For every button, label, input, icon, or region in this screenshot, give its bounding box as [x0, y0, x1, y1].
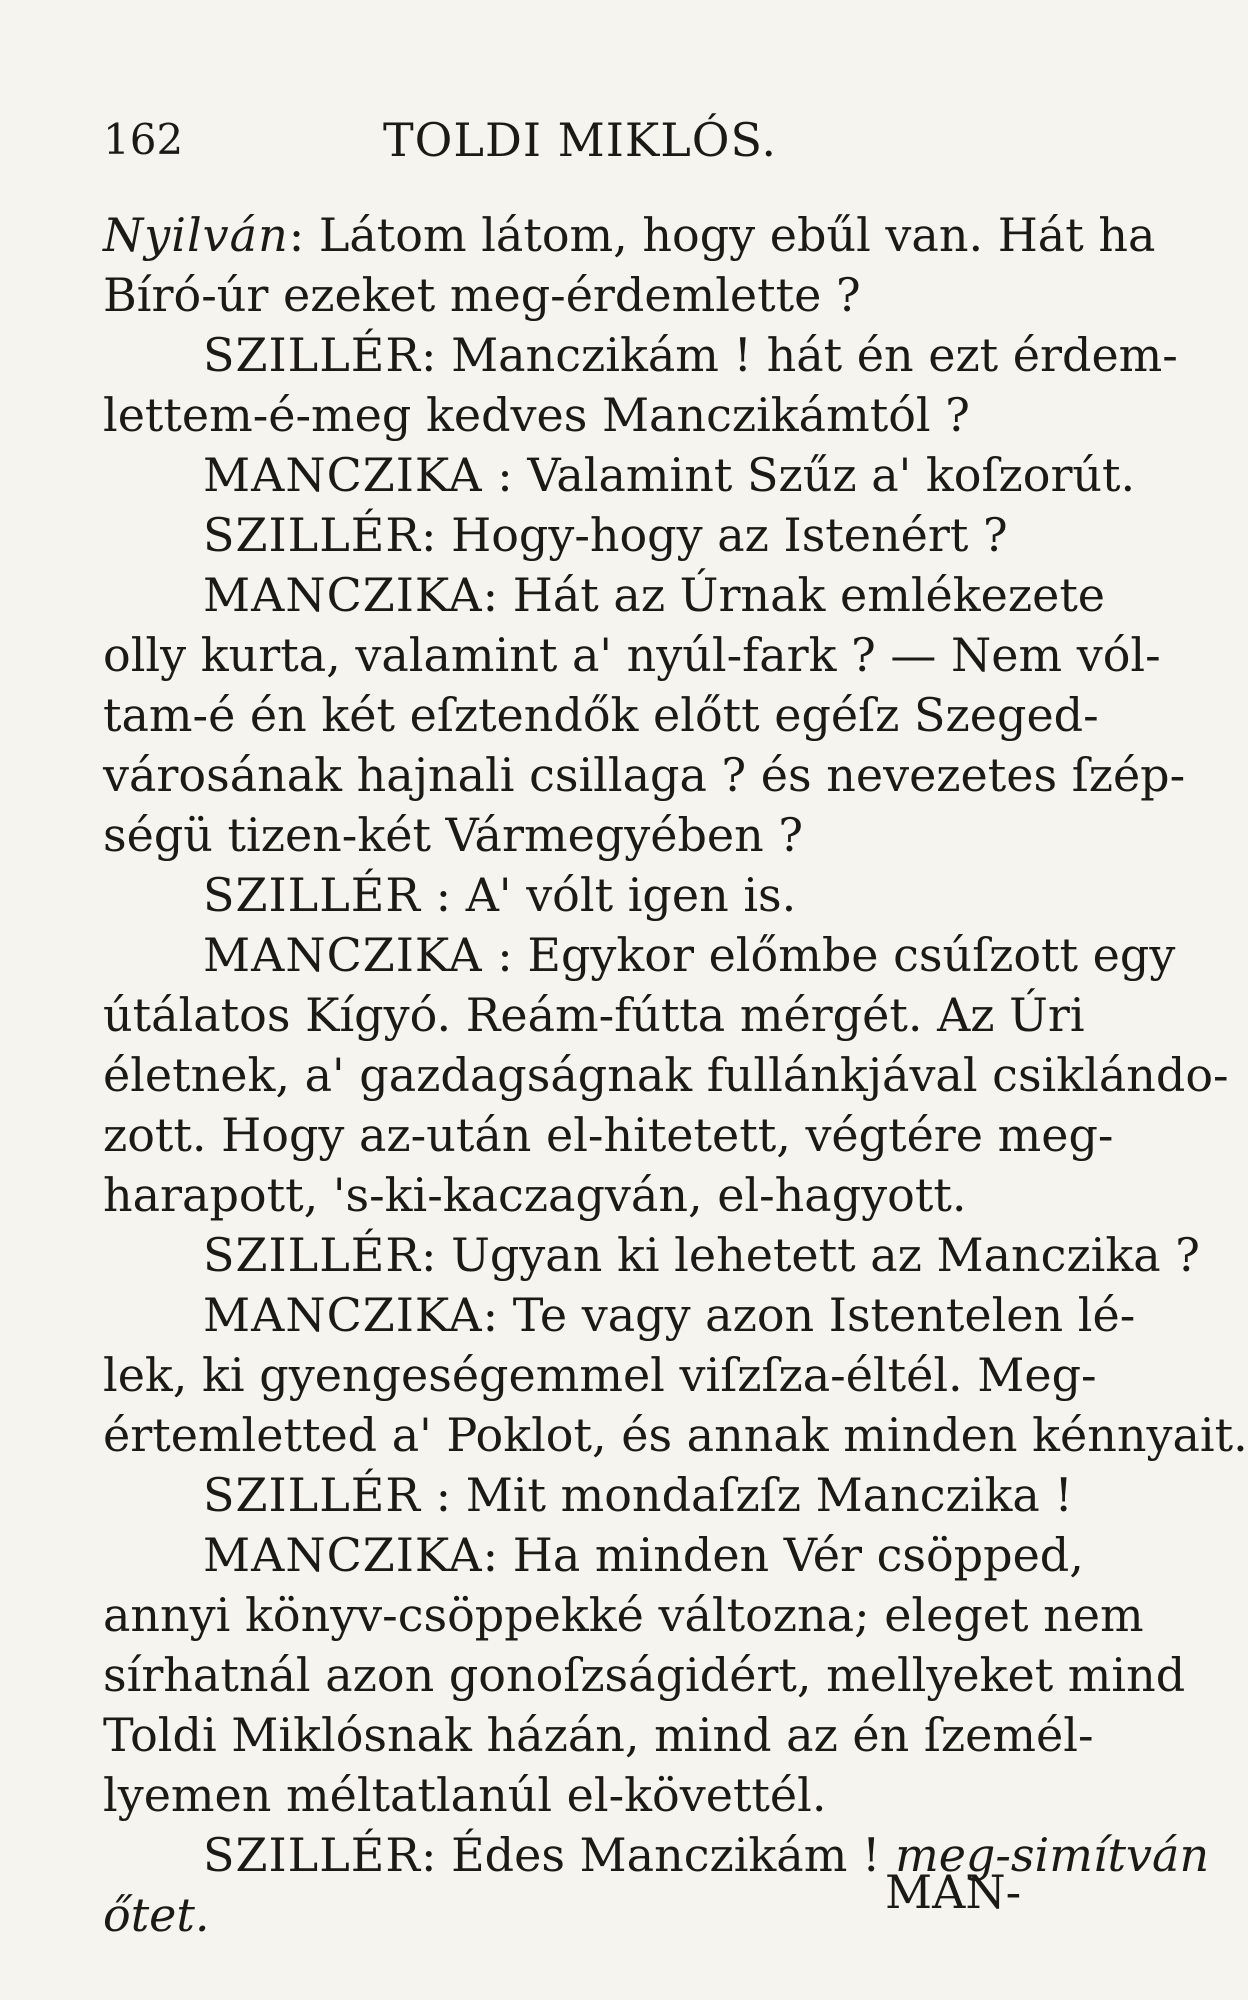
speaker-separator: :	[420, 328, 452, 382]
page-header	[103, 105, 983, 175]
line-text: lek, ki gyengeségemmel viſzſza-éltél. Meg-	[103, 1348, 1097, 1402]
text-line	[103, 1645, 1186, 1705]
text-line	[103, 565, 1106, 625]
line-text: Látom látom, hogy ebűl van. Hát ha	[318, 208, 1156, 262]
line-text: lyemen méltatlanúl el-követtél.	[103, 1768, 827, 1822]
line-text: Mit mondaſzſz Manczika !	[465, 1468, 1073, 1522]
text-line	[103, 1225, 1200, 1285]
dialogue-text	[103, 205, 1248, 1945]
line-text: Bíró-úr ezeket meg-érdemlette ?	[103, 268, 861, 322]
line-text: zott. Hogy az-után el-hitetett, végtére meg-	[103, 1108, 1114, 1162]
catchword: MAN-	[885, 1865, 1022, 1919]
line-text: Édes Manczikám !	[451, 1828, 881, 1882]
speaker-separator: :	[420, 508, 452, 562]
line-text: tam-é én két eſztendők előtt egéſz Szeged-	[103, 688, 1099, 742]
text-line	[103, 265, 1058, 325]
line-text: életnek, a' gazdagságnak fullánkjával csiklándo-	[103, 1048, 1229, 1102]
text-line	[103, 865, 1058, 925]
text-line	[103, 1105, 1114, 1165]
line-text: A' vólt igen is.	[465, 868, 797, 922]
text-line	[103, 1765, 1058, 1825]
line-text: lettem-é-meg kedves Manczikámtól ?	[103, 388, 970, 442]
line-text: annyi könyv-csöppekké változna; eleget nem	[103, 1588, 1144, 1642]
speaker-separator: :	[482, 1528, 513, 1582]
text-line	[103, 445, 1136, 505]
line-text: Te vagy azon Istentelen lé-	[512, 1288, 1136, 1342]
line-text: Egykor előmbe csúſzott egy	[527, 928, 1176, 982]
line-text: őtet.	[103, 1888, 210, 1942]
line-text: harapott, 's-ki-kaczagván, el-hagyott.	[103, 1168, 967, 1222]
text-line	[103, 805, 1058, 865]
line-text: Toldi Miklósnak házán, mind az én ſzemél-	[103, 1708, 1094, 1762]
text-line	[103, 1345, 1097, 1405]
line-text: értemletted a' Poklot, és annak minden kénnyait.	[103, 1408, 1248, 1462]
text-line	[103, 205, 1156, 265]
line-text: Manczikám ! hát én ezt érdem-	[451, 328, 1178, 382]
line-text: Hát az Úrnak emlékezete	[512, 568, 1106, 622]
line-text: ségü tizen-két Vármegyében ?	[103, 808, 804, 862]
line-text: Valamint Szűz a' koſzorút.	[527, 448, 1136, 502]
line-text: Ugyan ki lehetett az Manczika ?	[451, 1228, 1200, 1282]
speaker-name: MANCZIKA	[203, 1528, 483, 1582]
speaker-name: Nyilván	[103, 208, 289, 262]
text-line	[103, 745, 1186, 805]
speaker-separator: :	[420, 1228, 452, 1282]
text-line	[103, 1705, 1094, 1765]
speaker-name: MANCZIKA	[203, 928, 483, 982]
text-line	[103, 685, 1099, 745]
speaker-separator: :	[420, 1468, 466, 1522]
text-line	[103, 1285, 1136, 1345]
speaker-name: SZILLÉR	[203, 1228, 421, 1282]
line-text: városának hajnali csillaga ? és nevezetes ſzép-	[103, 748, 1186, 802]
text-line	[103, 505, 1058, 565]
text-line	[103, 1045, 1229, 1105]
text-line	[103, 1405, 1248, 1465]
speaker-separator: :	[482, 448, 528, 502]
speaker-separator: :	[482, 1288, 513, 1342]
speaker-name: MANCZIKA	[203, 1288, 483, 1342]
text-line	[103, 385, 1058, 445]
line-text: sírhatnál azon gonoſzságidért, mellyeket mind	[103, 1648, 1186, 1702]
speaker-name: MANCZIKA	[203, 448, 483, 502]
speaker-name: SZILLÉR	[203, 328, 421, 382]
line-text: Ha minden Vér csöpped,	[512, 1528, 1084, 1582]
text-line	[103, 625, 1161, 685]
text-line	[103, 985, 1085, 1045]
speaker-separator: :	[482, 568, 513, 622]
stage-direction: meg-simítván	[895, 1828, 1210, 1882]
line-text: útálatos Kígyó. Reám-fútta mérgét. Az Úri	[103, 988, 1085, 1042]
speaker-name: SZILLÉR	[203, 508, 421, 562]
text-line	[103, 1165, 1058, 1225]
speaker-name: SZILLÉR	[203, 1468, 421, 1522]
text-line	[103, 1525, 1084, 1585]
text-line	[103, 1465, 1073, 1525]
speaker-separator: :	[420, 1828, 452, 1882]
line-text: olly kurta, valamint a' nyúl-fark ? — Nem vól-	[103, 628, 1161, 682]
text-line	[103, 925, 1176, 985]
speaker-separator: :	[420, 868, 466, 922]
line-text: Hogy-hogy az Istenért ?	[451, 508, 1008, 562]
speaker-name: SZILLÉR	[203, 1828, 421, 1882]
text-line	[103, 325, 1178, 385]
page-number: 162	[103, 115, 184, 164]
text-line	[103, 1585, 1144, 1645]
speaker-separator: :	[482, 928, 528, 982]
speaker-name: SZILLÉR	[203, 868, 421, 922]
speaker-name: MANCZIKA	[203, 568, 483, 622]
speaker-separator: :	[288, 208, 319, 262]
running-title: TOLDI MIKLÓS.	[383, 113, 778, 167]
